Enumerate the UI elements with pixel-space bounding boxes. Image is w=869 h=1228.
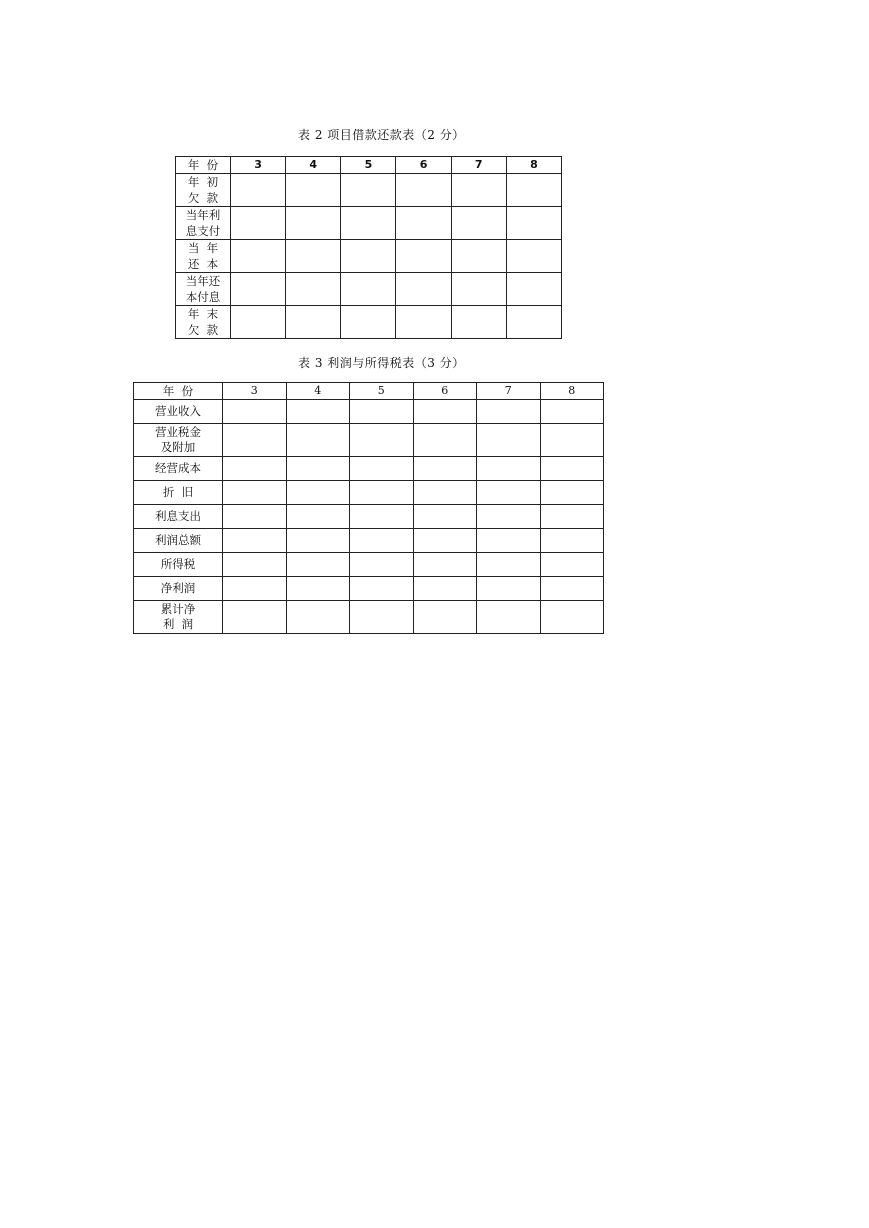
- table-cell: [286, 424, 350, 457]
- table3-row-label: [134, 601, 223, 634]
- profit-income-tax-table: [133, 382, 604, 634]
- table-cell: [231, 273, 286, 306]
- table-cell: [540, 457, 604, 481]
- row-label-line: 年 末: [187, 307, 219, 321]
- table-cell: [413, 457, 477, 481]
- table-row: [134, 529, 604, 553]
- table-cell: [286, 400, 350, 424]
- row-label-line: 利润总额: [155, 533, 201, 547]
- table3-row-label: [134, 529, 223, 553]
- table-row: [134, 505, 604, 529]
- table-cell: [506, 306, 561, 339]
- row-label-line: 本付息: [185, 290, 221, 304]
- table-cell: [341, 306, 396, 339]
- table-cell: [286, 601, 350, 634]
- table-cell: [506, 240, 561, 273]
- table3-header-label: 年 份: [134, 383, 223, 400]
- row-label-line: 所得税: [160, 557, 196, 571]
- table-cell: [540, 529, 604, 553]
- row-label-line: 营业收入: [155, 404, 201, 418]
- table-cell: [223, 457, 287, 481]
- row-label-line: 还 本: [187, 257, 219, 271]
- table-cell: [413, 481, 477, 505]
- table-cell: [286, 457, 350, 481]
- table-row: [134, 481, 604, 505]
- table-row: [134, 424, 604, 457]
- table-cell: [451, 174, 506, 207]
- table-cell: [396, 240, 451, 273]
- table-cell: [477, 424, 541, 457]
- table-cell: [223, 601, 287, 634]
- table-cell: [231, 174, 286, 207]
- table3-year-header: 3: [223, 383, 287, 400]
- table-cell: [540, 553, 604, 577]
- table-cell: [341, 273, 396, 306]
- table-cell: [223, 505, 287, 529]
- table-cell: [506, 207, 561, 240]
- table3-row-label: [134, 481, 223, 505]
- table-cell: [223, 553, 287, 577]
- table-cell: [350, 400, 414, 424]
- table3-row-label: [134, 577, 223, 601]
- table-row: [134, 457, 604, 481]
- table-cell: [350, 577, 414, 601]
- row-label-line: 当 年: [187, 241, 219, 255]
- table-cell: [396, 306, 451, 339]
- table-cell: [451, 240, 506, 273]
- table-cell: [341, 174, 396, 207]
- table3-row-label: [134, 400, 223, 424]
- table-row: [176, 273, 562, 306]
- table-cell: [286, 207, 341, 240]
- table2-row-label: [176, 240, 231, 273]
- table-row: [134, 400, 604, 424]
- row-label-line: 净利润: [160, 581, 196, 595]
- row-label-line: 及附加: [160, 440, 196, 454]
- table-cell: [223, 577, 287, 601]
- table2-year-header: 8: [506, 157, 561, 174]
- table-cell: [350, 424, 414, 457]
- row-label-line: 折 旧: [162, 485, 194, 499]
- table-row: [134, 601, 604, 634]
- table3-year-header: 5: [350, 383, 414, 400]
- table-cell: [350, 481, 414, 505]
- table-cell: [223, 424, 287, 457]
- table3-year-header: 7: [477, 383, 541, 400]
- table-cell: [341, 240, 396, 273]
- table-cell: [223, 481, 287, 505]
- table2-year-header: 3: [231, 157, 286, 174]
- table-cell: [350, 457, 414, 481]
- row-label-line: 当年还: [185, 274, 221, 288]
- table-cell: [477, 529, 541, 553]
- table2-row-label: [176, 174, 231, 207]
- row-label-line: 年 初: [187, 175, 219, 189]
- table-row: [134, 577, 604, 601]
- table-cell: [286, 505, 350, 529]
- table-cell: [540, 601, 604, 634]
- table-cell: [413, 529, 477, 553]
- table-cell: [477, 400, 541, 424]
- table-cell: [341, 207, 396, 240]
- table-cell: [286, 553, 350, 577]
- loan-repayment-table: [175, 156, 562, 339]
- table3-row-label: [134, 424, 223, 457]
- table-cell: [223, 400, 287, 424]
- table-cell: [350, 529, 414, 553]
- table-cell: [477, 601, 541, 634]
- table2-year-header: 6: [396, 157, 451, 174]
- row-label-line: 欠 款: [187, 191, 219, 205]
- row-label-line: 欠 款: [187, 323, 219, 337]
- table-cell: [451, 306, 506, 339]
- table-cell: [231, 240, 286, 273]
- table-cell: [396, 174, 451, 207]
- table-cell: [223, 529, 287, 553]
- table-row: [176, 174, 562, 207]
- table-cell: [413, 553, 477, 577]
- table-cell: [396, 207, 451, 240]
- table-cell: [540, 577, 604, 601]
- table2-row-label: [176, 306, 231, 339]
- row-label-line: 当年利: [185, 208, 221, 222]
- table2-year-header: 7: [451, 157, 506, 174]
- row-label-line: 利息支出: [155, 509, 201, 523]
- table-cell: [477, 457, 541, 481]
- table-cell: [540, 400, 604, 424]
- table-cell: [231, 207, 286, 240]
- table-cell: [506, 273, 561, 306]
- table3-row-label: [134, 457, 223, 481]
- table3-year-header: 4: [286, 383, 350, 400]
- row-label-line: 经营成本: [155, 461, 201, 475]
- table-cell: [540, 505, 604, 529]
- table-row: [176, 240, 562, 273]
- table3-row-label: [134, 505, 223, 529]
- table2-header-row: [176, 157, 562, 174]
- table2-year-header: 5: [341, 157, 396, 174]
- table-row: [176, 306, 562, 339]
- row-label-line: 累计净: [160, 602, 196, 616]
- table-cell: [451, 207, 506, 240]
- table-cell: [413, 424, 477, 457]
- table3-year-header: 8: [540, 383, 604, 400]
- table2-row-label: [176, 273, 231, 306]
- table-cell: [477, 553, 541, 577]
- table-cell: [540, 481, 604, 505]
- table-cell: [286, 306, 341, 339]
- row-label-line: 息支付: [185, 224, 221, 238]
- table-cell: [286, 174, 341, 207]
- table-cell: [540, 424, 604, 457]
- table-cell: [286, 529, 350, 553]
- table-cell: [451, 273, 506, 306]
- table3-year-header: 6: [413, 383, 477, 400]
- table-cell: [350, 505, 414, 529]
- table-cell: [350, 553, 414, 577]
- table-cell: [477, 481, 541, 505]
- table-cell: [413, 400, 477, 424]
- table-row: [176, 207, 562, 240]
- table3-header-row: [134, 383, 604, 400]
- table-cell: [231, 306, 286, 339]
- table3-caption: 表 3 利润与所得税表（3 分）: [298, 356, 465, 370]
- table-cell: [396, 273, 451, 306]
- table2-row-label: [176, 207, 231, 240]
- table-cell: [286, 577, 350, 601]
- row-label-line: 营业税金: [155, 425, 201, 439]
- table-cell: [413, 577, 477, 601]
- table-cell: [350, 601, 414, 634]
- table-cell: [286, 240, 341, 273]
- table-cell: [477, 577, 541, 601]
- table-cell: [286, 481, 350, 505]
- table2-year-header: 4: [286, 157, 341, 174]
- table2-caption: 表 2 项目借款还款表（2 分）: [298, 128, 465, 142]
- table-cell: [477, 505, 541, 529]
- table-cell: [413, 601, 477, 634]
- table-cell: [506, 174, 561, 207]
- table2-header-label: 年 份: [176, 157, 231, 174]
- table-cell: [286, 273, 341, 306]
- table3-row-label: [134, 553, 223, 577]
- table-cell: [413, 505, 477, 529]
- row-label-line: 利 润: [162, 617, 194, 631]
- table-row: [134, 553, 604, 577]
